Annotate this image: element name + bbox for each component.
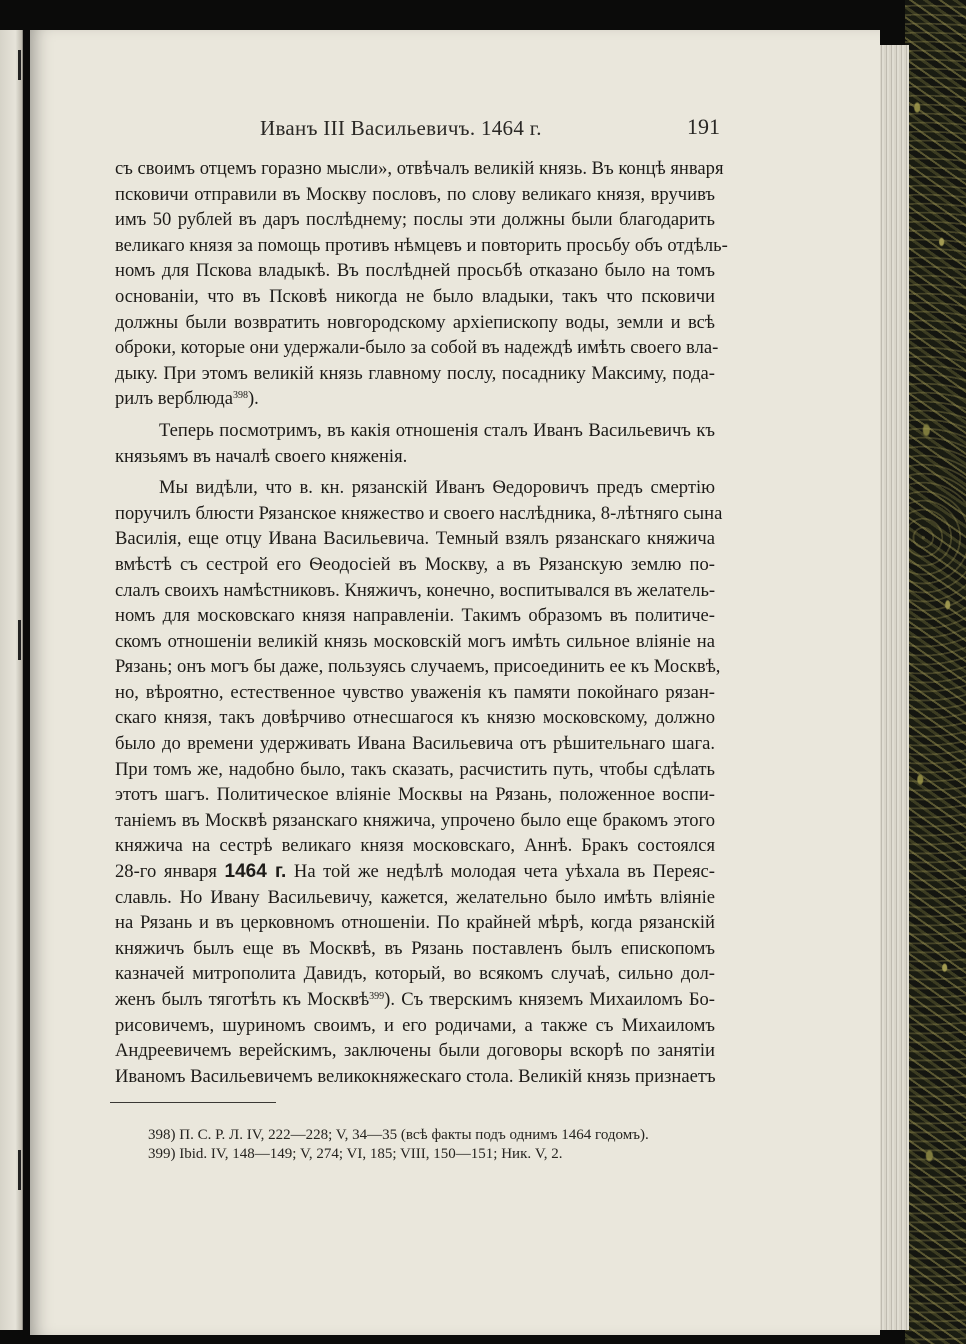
text-line [115, 386, 715, 412]
text-span: ). Съ тверскимъ княземъ Михаиломъ Бо- [384, 989, 715, 1010]
footnote-ref: 398 [232, 390, 248, 402]
text-line: славль. Но Ивану Васильевичу, кажется, желательно было имѣть вліяніе [115, 886, 715, 908]
footnotes [148, 1126, 708, 1164]
text-line: княжича на сестрѣ великаго князя московскаго, Аннѣ. Бракъ состоялся [115, 835, 715, 857]
text-span: женъ былъ тяготѣть къ Москвѣ [115, 989, 370, 1010]
body-text [115, 156, 728, 1089]
text-line [115, 987, 715, 1013]
text-line: скомъ отношеніи великій князь московскій могъ имѣть сильное вліяніе на [115, 630, 715, 652]
footnote-separator [110, 1102, 276, 1103]
text-line: Рязань; онъ могъ бы даже, пользуясь случаемъ, присоединить ее къ Москвѣ, [115, 656, 721, 678]
text-line: этотъ шагъ. Политическое вліяніе Москвы на Рязань, положенное воспи- [115, 784, 715, 806]
marbled-cover-board [905, 0, 966, 1344]
text-line: съ своимъ отцемъ горазно мысли», отвѣчалъ великій князь. Въ концѣ января [115, 158, 724, 179]
footnote: 398) П. С. Р. Л. IV, 222—228; V, 34—35 (всѣ факты подъ однимъ 1464 годомъ). [148, 1127, 649, 1143]
text-line: но, вѣроятно, естественное чувство уваженія къ памяти покойнаго рязан- [115, 681, 715, 703]
text-span: рилъ верблюда [115, 388, 233, 410]
page-number: 191 [687, 114, 720, 139]
text-line: должны были возвратить новгородскому архіепископу воды, земли и всѣ [115, 311, 715, 333]
text-line: вмѣстѣ съ сестрой его Ѳеодосіей въ Москву, а въ Рязанскую землю по- [115, 553, 715, 575]
text-span: ). [247, 388, 259, 410]
text-line: Мы видѣли, что в. кн. рязанскій Иванъ Ѳедоровичъ предъ смертію [159, 477, 715, 499]
text-line: имъ 50 рублей въ даръ послѣднему; послы эти должны были благодарить [115, 209, 715, 231]
text-line: было до времени удерживать Ивана Васильевича отъ рѣшительнаго шага. [115, 733, 715, 755]
text-line [115, 859, 715, 885]
text-span: 28-го января [115, 861, 225, 883]
running-title: Иванъ III Васильевичъ. 1464 г. [260, 116, 542, 140]
text-line: таніемъ въ Москвѣ рязанскаго княжича, упрочено было еще бракомъ этого [115, 809, 715, 831]
text-line: номъ для московскаго князя направленіи. Такимъ образомъ въ политиче- [115, 605, 715, 627]
text-line: псковичи отправили въ Москву пословъ, по слову великаго князя, вручивъ [115, 183, 715, 205]
binding-mark [18, 50, 21, 80]
text-line: номъ для Пскова владыкѣ. Въ послѣдней просьбѣ отказано было на томъ [115, 260, 715, 282]
footnote: 399) Ibid. IV, 148—149; V, 274; VI, 185; VIII, 150—151; Ник. V, 2. [148, 1146, 563, 1162]
text-line: Василія, еще отцу Ивана Васильевича. Темный взялъ рязанскаго княжича [115, 528, 715, 550]
text-line: Теперь посмотримъ, въ какія отношенія сталъ Иванъ Васильевичъ къ [159, 419, 715, 441]
paragraph [115, 156, 728, 412]
paragraph [115, 475, 723, 1089]
text-line: рисовичемъ, шуриномъ своимъ, и его родичами, а также съ Михаиломъ [115, 1014, 715, 1036]
text-line: княжичъ былъ еще въ Москвѣ, въ Рязань поставленъ былъ епископомъ [115, 937, 715, 959]
text-line: слалъ своихъ намѣстниковъ. Княжичъ, конечно, воспитывался въ желатель- [115, 579, 716, 601]
text-line: скаго князя, такъ довѣрчиво отнесшагося къ князю московскому, должно [115, 707, 715, 729]
year-emphasis: 1464 г. [224, 861, 287, 883]
text-line: Иваномъ Васильевичемъ великокняжескаго стола. Великій князь признаетъ [115, 1065, 716, 1087]
text-line: на Рязань и въ церковномъ отношеніи. По крайней мѣрѣ, когда рязанскій [115, 912, 715, 934]
footnote-ref: 399 [369, 991, 385, 1002]
text-line: основаніи, что въ Псковѣ никогда не было владыки, такъ что псковичи [115, 285, 715, 307]
text-line: поручилъ блюсти Рязанское княжество и своего наслѣдника, 8-лѣтняго сына [115, 502, 723, 524]
paragraph [115, 418, 715, 469]
text-line: дыку. При этомъ великій князь главному послу, посаднику Максиму, пода- [115, 362, 715, 384]
running-header [260, 116, 720, 142]
text-line: князьямъ въ началѣ своего княженія. [115, 445, 408, 467]
text-line: Андреевичемъ верейскимъ, заключены были договоры вскорѣ по занятіи [115, 1040, 715, 1062]
binding-mark [18, 1150, 21, 1190]
page-stack-edge [878, 45, 909, 1330]
facing-page-edge [0, 30, 23, 1330]
text-line: оброки, которые они удержали-было за собой въ надеждѣ имѣть своего вла- [115, 337, 719, 359]
text-line: казначей митрополита Давидъ, который, во всякомъ случаѣ, сильно дол- [115, 963, 715, 985]
binding-mark [18, 620, 21, 660]
text-span: На той же недѣлѣ молодая чета уѣхала въ Переяс- [286, 861, 715, 883]
text-line: При томъ же, надобно было, такъ сказать, расчистить путь, чтобы сдѣлать [115, 758, 715, 780]
text-line: великаго князя за помощь противъ нѣмцевъ и повторить просьбу объ отдѣль- [115, 234, 728, 256]
